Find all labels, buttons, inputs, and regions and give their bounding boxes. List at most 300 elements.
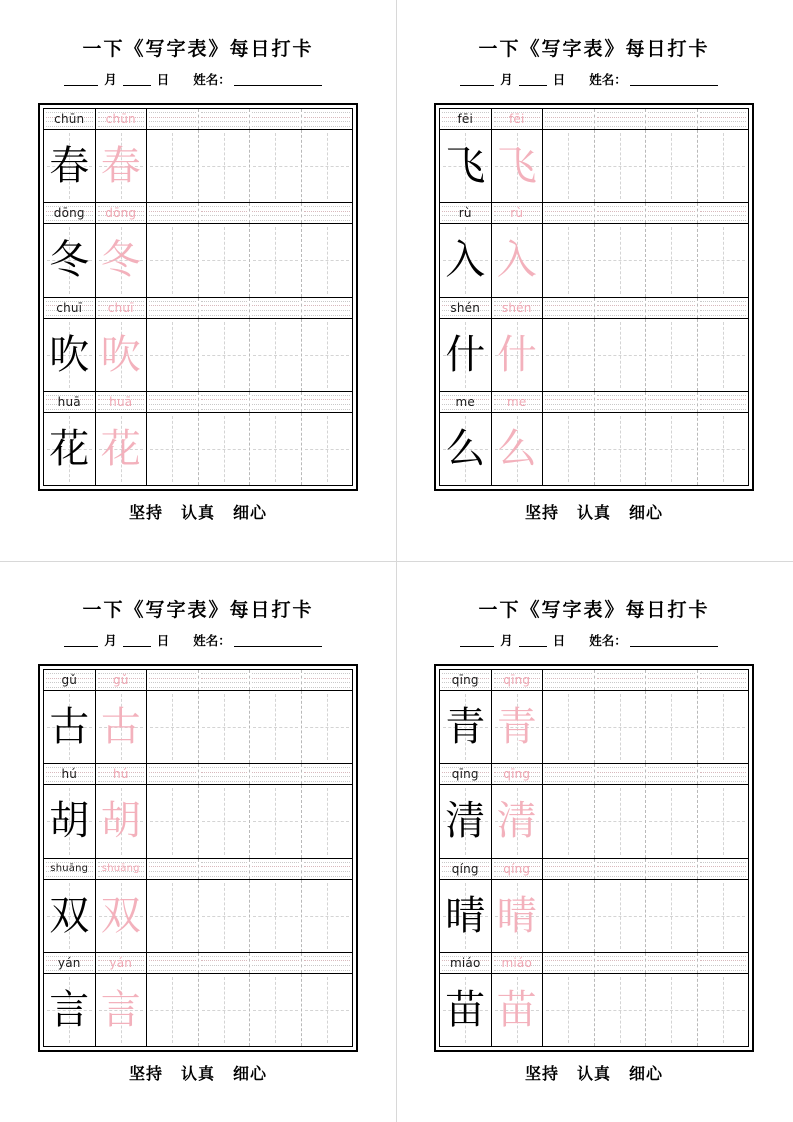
character-cell[interactable] (698, 224, 749, 296)
character-cell[interactable] (302, 130, 353, 202)
character-cell[interactable] (595, 880, 647, 952)
pinyin-cell[interactable] (250, 109, 302, 129)
day-input-blank[interactable] (519, 74, 547, 86)
character-cell[interactable] (147, 319, 199, 391)
pinyin-cell[interactable] (698, 392, 749, 412)
character-cell (440, 974, 492, 1046)
pinyin-cell[interactable] (543, 764, 595, 784)
tianzige-guide (698, 224, 749, 296)
pinyin-cell[interactable] (302, 859, 353, 879)
pinyin-row (440, 670, 748, 691)
character-cell[interactable] (543, 413, 595, 485)
pinyin-guide-lines (149, 956, 196, 970)
tianzige-guide (199, 974, 250, 1046)
character-cell[interactable] (646, 785, 698, 857)
pinyin-guide-lines (648, 673, 695, 687)
pinyin-cell[interactable] (250, 859, 302, 879)
character-model-text: 飞 (445, 143, 486, 190)
tianzige-guide (147, 880, 198, 952)
tianzige-guide (250, 880, 301, 952)
tianzige-guide (199, 413, 250, 485)
character-cell[interactable] (250, 974, 302, 1046)
pinyin-cell[interactable] (199, 953, 251, 973)
pinyin-guide-lines (700, 395, 747, 409)
pinyin-cell[interactable] (646, 392, 698, 412)
character-cell[interactable] (199, 413, 251, 485)
pinyin-cell[interactable] (543, 298, 595, 318)
character-cell[interactable] (199, 974, 251, 1046)
character-cell (440, 691, 492, 763)
character-cell (440, 319, 492, 391)
day-input-blank[interactable] (123, 74, 151, 86)
character-cell (492, 130, 544, 202)
character-cell[interactable] (646, 413, 698, 485)
pinyin-guide-lines (252, 956, 299, 970)
character-cell[interactable] (302, 691, 353, 763)
pinyin-guide-lines (252, 301, 299, 315)
pinyin-cell (440, 670, 492, 690)
character-cell[interactable] (302, 785, 353, 857)
pinyin-guide-lines (648, 956, 695, 970)
pinyin-model-text: qíng (451, 861, 479, 876)
worksheet-meta-line (396, 635, 792, 647)
tianzige-guide (646, 130, 697, 202)
character-cell[interactable] (199, 224, 251, 296)
character-cell[interactable] (302, 413, 353, 485)
worksheet-title: 一下《写字表》每日打卡 (82, 39, 314, 60)
pinyin-guide-lines (149, 112, 196, 126)
character-cell (44, 691, 96, 763)
character-trace-text: 花 (100, 425, 141, 472)
pinyin-cell (492, 953, 544, 973)
character-trace-text: 晴 (496, 892, 537, 939)
pinyin-cell (440, 298, 492, 318)
pinyin-cell[interactable] (698, 203, 749, 223)
tianzige-guide (147, 413, 198, 485)
pinyin-cell[interactable] (543, 109, 595, 129)
tianzige-guide (147, 224, 198, 296)
character-cell[interactable] (302, 974, 353, 1046)
pinyin-guide-lines (597, 767, 644, 781)
pinyin-cell[interactable] (147, 203, 199, 223)
pinyin-cell[interactable] (543, 203, 595, 223)
character-cell[interactable] (147, 880, 199, 952)
pinyin-cell[interactable] (595, 953, 647, 973)
practice-row (44, 109, 352, 203)
pinyin-cell[interactable] (302, 203, 353, 223)
tianzige-guide (595, 224, 646, 296)
character-cell[interactable] (147, 413, 199, 485)
character-cell[interactable] (199, 691, 251, 763)
character-cell (440, 224, 492, 296)
name-input-blank[interactable] (234, 635, 322, 647)
pinyin-guide-lines (545, 956, 592, 970)
pinyin-trace-text: huā (109, 394, 133, 409)
pinyin-guide-lines (201, 862, 248, 876)
character-cell[interactable] (595, 785, 647, 857)
pinyin-model-text: fēi (457, 112, 474, 126)
tianzige-guide (250, 130, 301, 202)
practice-row (44, 203, 352, 297)
character-cell[interactable] (595, 691, 647, 763)
pinyin-trace-text: dōng (105, 206, 137, 221)
pinyin-cell[interactable] (199, 109, 251, 129)
character-cell[interactable] (147, 785, 199, 857)
pinyin-cell (492, 764, 544, 784)
pinyin-cell[interactable] (646, 670, 698, 690)
pinyin-guide-lines (304, 395, 351, 409)
pinyin-cell[interactable] (698, 298, 749, 318)
character-cell[interactable] (543, 130, 595, 202)
pinyin-cell[interactable] (147, 392, 199, 412)
pinyin-cell[interactable] (698, 670, 749, 690)
character-cell[interactable] (595, 130, 647, 202)
character-model-text: 么 (445, 425, 486, 472)
pinyin-row (440, 392, 748, 413)
worksheet-footer (0, 500, 396, 523)
pinyin-guide-lines (648, 767, 695, 781)
character-cell[interactable] (199, 785, 251, 857)
character-cell[interactable] (646, 130, 698, 202)
name-input-blank[interactable] (234, 74, 322, 86)
character-cell[interactable] (646, 974, 698, 1046)
character-cell[interactable] (302, 319, 353, 391)
character-cell[interactable] (543, 691, 595, 763)
pinyin-guide-lines (597, 395, 644, 409)
month-input-blank[interactable] (64, 635, 98, 647)
pinyin-cell[interactable] (147, 298, 199, 318)
worksheet-1 (0, 0, 396, 561)
tianzige-guide (250, 319, 301, 391)
worksheet-4 (396, 561, 792, 1122)
pinyin-guide-lines (700, 112, 747, 126)
character-trace-text: 言 (100, 986, 141, 1033)
name-input-blank[interactable] (630, 635, 718, 647)
character-cell (440, 785, 492, 857)
pinyin-cell[interactable] (698, 859, 749, 879)
character-model-text: 冬 (49, 237, 90, 284)
character-trace-text: 入 (496, 237, 537, 284)
pinyin-guide-lines (545, 767, 592, 781)
day-input-blank[interactable] (519, 635, 547, 647)
character-cell[interactable] (250, 785, 302, 857)
character-trace-text: 苗 (496, 986, 537, 1033)
pinyin-cell[interactable] (646, 859, 698, 879)
pinyin-cell (96, 392, 148, 412)
worksheet-meta-line (396, 74, 792, 86)
character-cell[interactable] (543, 880, 595, 952)
pinyin-guide-lines (648, 301, 695, 315)
character-cell[interactable] (595, 413, 647, 485)
pinyin-cell[interactable] (250, 764, 302, 784)
character-cell[interactable] (250, 880, 302, 952)
practice-row (440, 670, 748, 764)
pinyin-guide-lines (648, 112, 695, 126)
pinyin-cell[interactable] (543, 859, 595, 879)
character-cell[interactable] (147, 974, 199, 1046)
character-model-text: 什 (445, 331, 486, 378)
pinyin-cell[interactable] (250, 392, 302, 412)
tianzige-guide (646, 880, 697, 952)
pinyin-guide-lines (700, 301, 747, 315)
pinyin-cell[interactable] (595, 764, 647, 784)
pinyin-cell[interactable] (199, 764, 251, 784)
character-cell[interactable] (543, 785, 595, 857)
character-trace-text: 春 (100, 143, 141, 190)
name-label: 姓名： (193, 73, 231, 87)
character-cell[interactable] (698, 413, 749, 485)
character-cell[interactable] (698, 880, 749, 952)
pinyin-guide-lines (700, 956, 747, 970)
footer-word: 坚持 (524, 1066, 559, 1083)
character-cell[interactable] (199, 880, 251, 952)
pinyin-trace-text: shuāng (101, 863, 140, 874)
pinyin-cell[interactable] (199, 670, 251, 690)
character-cell (96, 880, 148, 952)
pinyin-cell (96, 859, 148, 879)
pinyin-cell[interactable] (543, 392, 595, 412)
pinyin-cell[interactable] (646, 109, 698, 129)
pinyin-cell[interactable] (302, 109, 353, 129)
character-cell[interactable] (698, 785, 749, 857)
character-cell[interactable] (199, 319, 251, 391)
tianzige-guide (595, 691, 646, 763)
pinyin-guide-lines (700, 673, 747, 687)
practice-grid-inner (43, 669, 353, 1047)
worksheet-title: 一下《写字表》每日打卡 (82, 600, 314, 621)
pinyin-cell[interactable] (250, 670, 302, 690)
character-trace-text: 飞 (496, 143, 537, 190)
tianzige-guide (698, 974, 749, 1046)
tianzige-guide (698, 319, 749, 391)
worksheet-title: 一下《写字表》每日打卡 (478, 600, 710, 621)
practice-row (44, 764, 352, 858)
pinyin-guide-lines (700, 206, 747, 220)
pinyin-cell[interactable] (147, 670, 199, 690)
name-label: 姓名： (193, 634, 231, 648)
pinyin-cell[interactable] (595, 392, 647, 412)
pinyin-cell[interactable] (302, 953, 353, 973)
character-cell[interactable] (147, 130, 199, 202)
character-trace-text: 什 (496, 331, 537, 378)
character-cell[interactable] (302, 224, 353, 296)
tianzige-guide (543, 224, 594, 296)
pinyin-cell[interactable] (199, 203, 251, 223)
character-cell[interactable] (250, 691, 302, 763)
character-cell (492, 691, 544, 763)
character-cell[interactable] (698, 974, 749, 1046)
practice-row (440, 109, 748, 203)
pinyin-guide-lines (700, 767, 747, 781)
tianzige-guide (250, 413, 301, 485)
pinyin-cell[interactable] (595, 203, 647, 223)
pinyin-cell (492, 298, 544, 318)
character-cell[interactable] (250, 130, 302, 202)
pinyin-cell (44, 109, 96, 129)
worksheet-footer (396, 500, 792, 523)
pinyin-cell[interactable] (646, 764, 698, 784)
month-input-blank[interactable] (64, 74, 98, 86)
name-input-blank[interactable] (630, 74, 718, 86)
tianzige-guide (543, 413, 594, 485)
pinyin-cell[interactable] (698, 764, 749, 784)
pinyin-cell[interactable] (646, 953, 698, 973)
character-cell (44, 974, 96, 1046)
character-model-text: 青 (445, 704, 486, 751)
tianzige-guide (698, 691, 749, 763)
tianzige-guide (250, 691, 301, 763)
pinyin-cell[interactable] (147, 953, 199, 973)
worksheet-meta-line (0, 74, 396, 86)
pinyin-cell (492, 670, 544, 690)
pinyin-cell (440, 764, 492, 784)
character-cell[interactable] (302, 880, 353, 952)
pinyin-model-text: gǔ (61, 673, 78, 687)
character-cell[interactable] (595, 224, 647, 296)
pinyin-cell (44, 392, 96, 412)
month-label: 月 (500, 634, 513, 648)
character-trace-text: 么 (496, 425, 537, 472)
pinyin-guide-lines (545, 112, 592, 126)
pinyin-row (44, 298, 352, 319)
day-input-blank[interactable] (123, 635, 151, 647)
pinyin-guide-lines (545, 395, 592, 409)
tianzige-guide (646, 413, 697, 485)
pinyin-trace-text: chuī (107, 300, 134, 315)
pinyin-guide-lines (545, 673, 592, 687)
character-cell[interactable] (646, 691, 698, 763)
pinyin-cell (440, 392, 492, 412)
character-cell[interactable] (250, 224, 302, 296)
pinyin-cell[interactable] (147, 764, 199, 784)
month-input-blank[interactable] (460, 635, 494, 647)
pinyin-cell[interactable] (646, 298, 698, 318)
pinyin-row (44, 953, 352, 974)
pinyin-guide-lines (700, 862, 747, 876)
pinyin-model-text: qīng (451, 673, 479, 687)
pinyin-guide-lines (597, 862, 644, 876)
pinyin-cell (44, 298, 96, 318)
pinyin-guide-lines (201, 301, 248, 315)
pinyin-cell[interactable] (199, 298, 251, 318)
pinyin-cell[interactable] (250, 953, 302, 973)
pinyin-cell[interactable] (595, 859, 647, 879)
pinyin-cell (96, 203, 148, 223)
pinyin-cell[interactable] (250, 203, 302, 223)
pinyin-guide-lines (304, 112, 351, 126)
pinyin-cell[interactable] (199, 859, 251, 879)
character-cell[interactable] (646, 880, 698, 952)
character-cell[interactable] (698, 319, 749, 391)
character-model-text: 花 (49, 425, 90, 472)
pinyin-cell[interactable] (302, 764, 353, 784)
character-row (440, 691, 748, 763)
pinyin-cell[interactable] (595, 670, 647, 690)
character-cell (44, 319, 96, 391)
pinyin-cell[interactable] (698, 109, 749, 129)
footer-word: 细心 (233, 505, 268, 522)
pinyin-trace-text: qīng (503, 673, 531, 687)
character-cell[interactable] (250, 413, 302, 485)
tianzige-guide (543, 785, 594, 857)
character-cell[interactable] (698, 691, 749, 763)
pinyin-trace-text: gǔ (112, 673, 129, 687)
pinyin-row (44, 859, 352, 880)
practice-grid (434, 103, 754, 491)
name-label: 姓名： (589, 634, 627, 648)
tianzige-guide (302, 224, 353, 296)
pinyin-cell[interactable] (543, 953, 595, 973)
day-label: 日 (552, 73, 566, 87)
tianzige-guide (595, 974, 646, 1046)
pinyin-cell[interactable] (698, 953, 749, 973)
character-trace-text: 双 (100, 892, 141, 939)
pinyin-cell[interactable] (199, 392, 251, 412)
character-cell[interactable] (595, 974, 647, 1046)
character-cell[interactable] (646, 319, 698, 391)
character-cell[interactable] (199, 130, 251, 202)
practice-row (44, 298, 352, 392)
character-model-text: 言 (49, 986, 90, 1033)
character-cell[interactable] (147, 224, 199, 296)
tianzige-guide (646, 224, 697, 296)
pinyin-row (440, 203, 748, 224)
character-cell[interactable] (595, 319, 647, 391)
month-input-blank[interactable] (460, 74, 494, 86)
character-trace-text: 古 (100, 704, 141, 751)
character-cell[interactable] (646, 224, 698, 296)
tianzige-guide (147, 691, 198, 763)
pinyin-cell (96, 109, 148, 129)
pinyin-cell (440, 109, 492, 129)
pinyin-model-text: hú (61, 767, 78, 782)
tianzige-guide (595, 880, 646, 952)
practice-grid (434, 664, 754, 1052)
pinyin-cell[interactable] (302, 392, 353, 412)
tianzige-guide (698, 413, 749, 485)
pinyin-cell[interactable] (595, 109, 647, 129)
character-cell[interactable] (543, 224, 595, 296)
character-cell[interactable] (543, 974, 595, 1046)
character-cell (440, 130, 492, 202)
pinyin-guide-lines (304, 956, 351, 970)
month-label: 月 (104, 634, 117, 648)
pinyin-cell[interactable] (646, 203, 698, 223)
tianzige-guide (698, 130, 749, 202)
footer-word: 细心 (629, 505, 664, 522)
practice-row (440, 859, 748, 953)
character-cell[interactable] (543, 319, 595, 391)
character-row (44, 880, 352, 952)
pinyin-cell[interactable] (595, 298, 647, 318)
pinyin-cell (96, 953, 148, 973)
pinyin-trace-text: hú (112, 767, 129, 782)
character-cell[interactable] (698, 130, 749, 202)
character-cell (96, 974, 148, 1046)
pinyin-row (44, 109, 352, 130)
tianzige-guide (698, 785, 749, 857)
character-cell[interactable] (147, 691, 199, 763)
pinyin-cell[interactable] (250, 298, 302, 318)
pinyin-cell[interactable] (302, 670, 353, 690)
practice-row (440, 953, 748, 1046)
pinyin-cell[interactable] (147, 109, 199, 129)
pinyin-cell[interactable] (543, 670, 595, 690)
character-cell (96, 691, 148, 763)
pinyin-cell[interactable] (302, 298, 353, 318)
pinyin-cell[interactable] (147, 859, 199, 879)
character-cell[interactable] (250, 319, 302, 391)
